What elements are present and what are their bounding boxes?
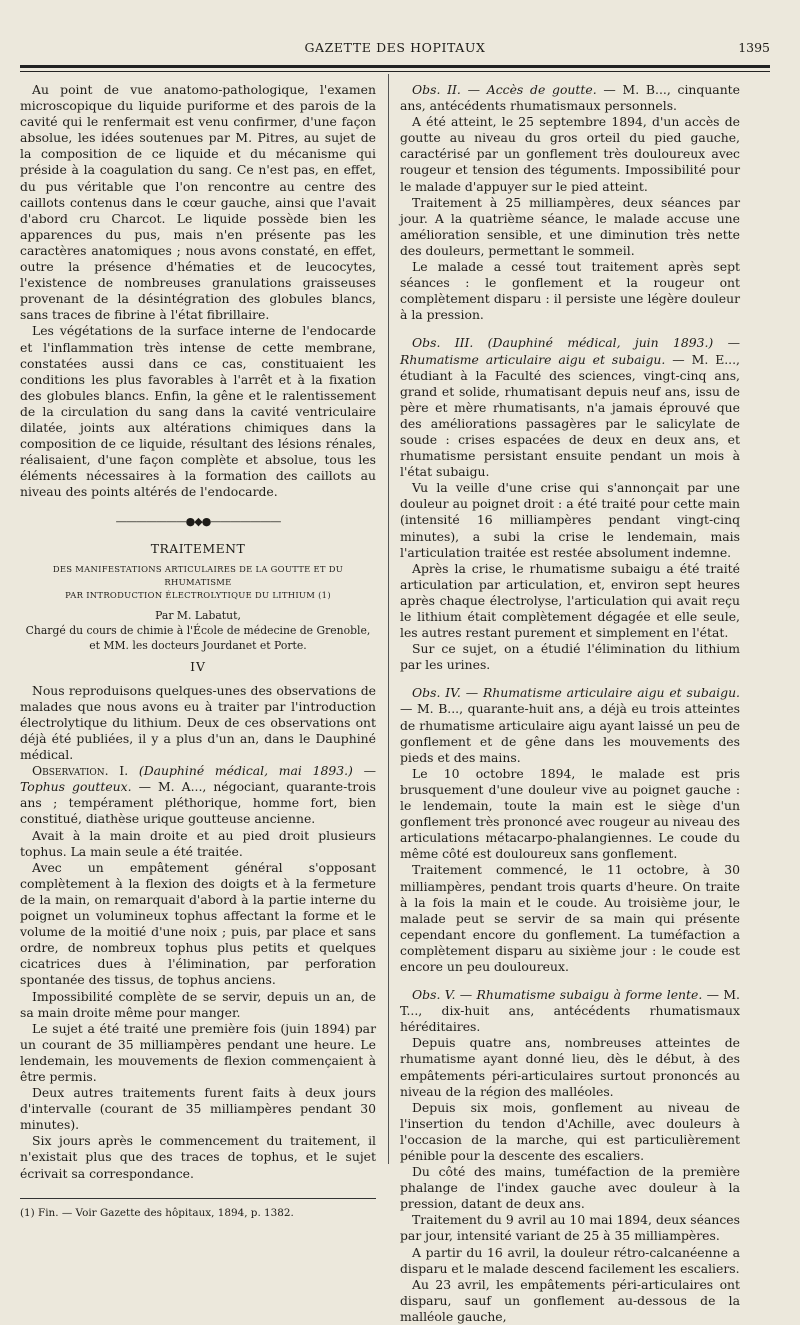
paragraph: Après la crise, le rhumatisme subaigu a été traité articulation par articulation, et, environ sept heures après chaque électrolyse, l'articulation qui avait reçu le lithium était complètement dégagée et elle seule, les autres restant purement et simplement en l'état. xyxy=(400,560,740,641)
paragraph: Traitement commencé, le 11 octobre, à 30 milliampères, pendant trois quarts d'heure. On traite à la fois la main et le coude. Au troisième jour, le malade peut se servir de sa main qui présente cependant encore du gonflement. La tuméfaction a complètement disparu au sixième jour : le coude est encore un peu douloureux. xyxy=(400,862,740,974)
right-column xyxy=(400,82,740,1325)
paragraph: A partir du 16 avril, la douleur rétro-calcanéenne a disparu et le malade descend facilement les escaliers. xyxy=(400,1244,740,1276)
paragraph: Du côté des mains, tuméfaction de la première phalange de l'index gauche avec douleur à la pression, datant de deux ans. xyxy=(400,1164,740,1212)
running-title: GAZETTE DES HOPITAUX xyxy=(304,40,486,55)
paragraph: Traitement à 25 milliampères, deux séances par jour. A la quatrième séance, le malade accuse une amélioration sensible, et une diminution très nette des douleurs, permettant le sommeil. xyxy=(400,194,740,258)
observation-text: — M. B..., cinquante ans, antécédents rhumatismaux personnels. xyxy=(400,82,740,114)
paragraph: Le malade a cessé tout traitement après sept séances : le gonflement et la rougeur ont complètement disparu : il persiste une légère douleur à la pression. xyxy=(400,259,740,323)
observation-paragraph xyxy=(20,763,376,827)
paragraph: Les végétations de la surface interne de l'endocarde et l'inflammation très intense de cette membrane, constatées aussi dans ce cas, constituaient les conditions les plus favorables à l'arrêt et à la fixation des globules blancs. Enfin, la gêne et le ralentissement de la circulation du sang dans la cavité ventriculaire dilatée, joints aux altérations chimiques dans la composition de ce liquide, résultant des lésions rénales, réalisaient, d'une façon complète et absolue, tous les éléments nécessaires à la formation des caillots au niveau des points altérés de l'endocarde. xyxy=(20,323,376,500)
observation-text: — M. B..., quarante-huit ans, a déjà eu trois atteintes de rhumatisme articulaire aigu ayant laissé un peu de gonflement et de gêne dans les mouvements des pieds et des mains. xyxy=(400,701,740,765)
header-rule-thick xyxy=(20,65,770,68)
paragraph: Avait à la main droite et au pied droit plusieurs tophus. La main seule a été traitée. xyxy=(20,827,376,859)
paragraph: Depuis quatre ans, nombreuses atteintes de rhumatisme ayant donné lieu, dès le début, à des empâtements péri-articulaires surtout prononcés au niveau de la région des malléoles. xyxy=(400,1035,740,1099)
section-subtitle xyxy=(20,563,376,602)
paragraph: Vu la veille d'une crise qui s'annonçait par une douleur au poignet droit : a été traité pour cette main (intensité 16 milliampères pendant vingt-cinq minutes), a subi la crise le lendemain, mais l'articulation traitée est restée absolument indemne. xyxy=(400,480,740,560)
header-rule-thin xyxy=(20,71,770,72)
paragraph: Au point de vue anatomo-pathologique, l'examen microscopique du liquide puriforme et des parois de la cavité qui le renfermait est venu confirmer, d'une façon absolue, les idées soutenues par M. Pitres, au sujet de la composition de ce liquide et du mécanisme qui préside à la coagulation du sang. Ce n'est pas, en effet, du pus véritable que l'on rencontre au centre des caillots contenus dans le cœur gauche, ainsi que l'avait d'abord cru Charcot. Le liquide possède bien les apparences du pus, mais n'en présente pas les caractères anatomiques ; nous avons constaté, en effet, outre la présence d'hématies et de leucocytes, l'existence de nombreuses granulations graisseuses provenant de la désintégration des globules blancs, sans traces de fibrine à l'état fibrillaire. xyxy=(20,82,376,323)
paragraph: Sur ce sujet, on a étudié l'élimination du lithium par les urines. xyxy=(400,641,740,673)
paragraph: Depuis six mois, gonflement au niveau de l'insertion du tendon d'Achille, avec douleurs à l'occasion de la marche, qui est particulièrement pénible pour la descente des escaliers. xyxy=(400,1099,740,1163)
paragraph: Impossibilité complète de se servir, depuis un an, de sa main droite même pour manger. xyxy=(20,988,376,1020)
left-column xyxy=(20,82,376,1221)
paragraph: Deux autres traitements furent faits à deux jours d'intervalle (courant de 35 milliampères pendant 30 minutes). xyxy=(20,1085,376,1133)
subtitle-line: DES MANIFESTATIONS ARTICULAIRES DE LA GOUTTE ET DU RHUMATISME xyxy=(52,563,344,587)
section-ornament: ———————●◆●——————— xyxy=(115,515,281,529)
paragraph: Le sujet a été traité une première fois (juin 1894) par un courant de 35 milliampères pendant une heure. Le lendemain, les mouvements de flexion commençaient à être permis. xyxy=(20,1020,376,1084)
observation-paragraph xyxy=(400,335,740,480)
column-divider xyxy=(388,74,389,1164)
paragraph: A été atteint, le 25 septembre 1894, d'un accès de goutte au niveau du gros orteil du pied gauche, caractérisé par un gonflement très douloureux avec rougeur et tension des téguments. Impossibilité pour le malade d'appuyer sur le pied atteint. xyxy=(400,114,740,194)
byline xyxy=(20,608,376,653)
paragraph: Traitement du 9 avril au 10 mai 1894, deux séances par jour, intensité variant de 25 à 35 milliampères. xyxy=(400,1212,740,1244)
observation-text: — M. E..., étudiant à la Faculté des sciences, vingt-cinq ans, grand et solide, rhumatisant depuis neuf ans, issu de père et mère rhumatisants, n'a jamais éprouvé que des améliorations passagères par le salicylate de soude : crises espacées de deux en deux ans, et rhumatisme persistant ensuite pendant un mois à l'état subaigu. xyxy=(400,351,740,480)
section-title: TRAITEMENT xyxy=(150,540,246,556)
paragraph: Six jours après le commencement du traitement, il n'existait plus que des traces de tophus, et le sujet écrivait sa correspondance. xyxy=(20,1133,376,1181)
paragraph: Au 23 avril, les empâtements péri-articulaires ont disparu, sauf un gonflement au-dessous de la malléole gauche, xyxy=(400,1276,740,1324)
byline-role: Chargé du cours de chimie à l'École de médecine de Grenoble, xyxy=(25,623,371,637)
paragraph: Nous reproduisons quelques-unes des observations de malades que nous avons eu à traiter par l'introduction électrolytique du lithium. Deux de ces observations ont déjà été publiées, il y a plus d'un an, dans le Dauphiné médical. xyxy=(20,682,376,763)
observation-text: — M. A..., négociant, quarante-trois ans ; tempérament pléthorique, homme fort, bien constitué, diathèse urique goutteuse ancienne. xyxy=(20,779,376,827)
observation-source: (Dauphiné médical, mai 1893.) — Tophus goutteux. xyxy=(20,763,376,795)
paragraph: Le 10 octobre 1894, le malade est pris brusquement d'une douleur vive au poignet gauche : le lendemain, toute la main est le siège d'un gonflement très prononcé avec rougeur au niveau des articulations métacarpo-phalangiennes. Le coude du même côté est douloureux sans gonflement. xyxy=(400,765,741,862)
observation-label: Obs. IV. — Rhumatisme articulaire aigu et subaigu. xyxy=(412,685,740,701)
observation-label: Obs. II. — Accès de goutte. xyxy=(412,82,597,97)
paragraph: Avec un empâtement général s'opposant complètement à la flexion des doigts et à la fermeture de la main, on remarquait d'abord à la partie interne du poignet un volumineux tophus affectant la forme et le volume de la moitié d'une noix ; puis, par place et sans ordre, de nombreux tophus plus petits et quelques cicatrices dues à l'élimination, par perforation spontanée des tissus, de tophus anciens. xyxy=(20,859,376,988)
observation-paragraph xyxy=(400,82,740,114)
observation-label: Observation. I. xyxy=(32,763,129,779)
byline-coauthors: et MM. les docteurs Jourdanet et Porte. xyxy=(89,638,307,652)
observation-label: Obs. V. — Rhumatisme subaigu à forme lente. xyxy=(412,987,703,1003)
page-header xyxy=(20,40,770,62)
byline-author: Par M. Labatut, xyxy=(155,608,241,622)
observation-text: — M. T..., dix-huit ans, antécédents rhumatismaux héréditaires. xyxy=(400,987,740,1035)
subtitle-line: PAR INTRODUCTION ÉLECTROLYTIQUE DU LITHIUM (1) xyxy=(65,589,331,600)
observation-paragraph xyxy=(400,685,740,765)
page-number: 1395 xyxy=(738,40,770,55)
chapter-number: IV xyxy=(190,658,206,674)
observation-label: Obs. III. (Dauphiné médical, juin 1893.) — Rhumatisme articulaire aigu et subaigu. xyxy=(400,335,740,367)
footnote-rule xyxy=(20,1198,376,1199)
observation-paragraph xyxy=(400,987,740,1035)
footnote: (1) Fin. — Voir Gazette des hôpitaux, 1894, p. 1382. xyxy=(20,1206,294,1219)
